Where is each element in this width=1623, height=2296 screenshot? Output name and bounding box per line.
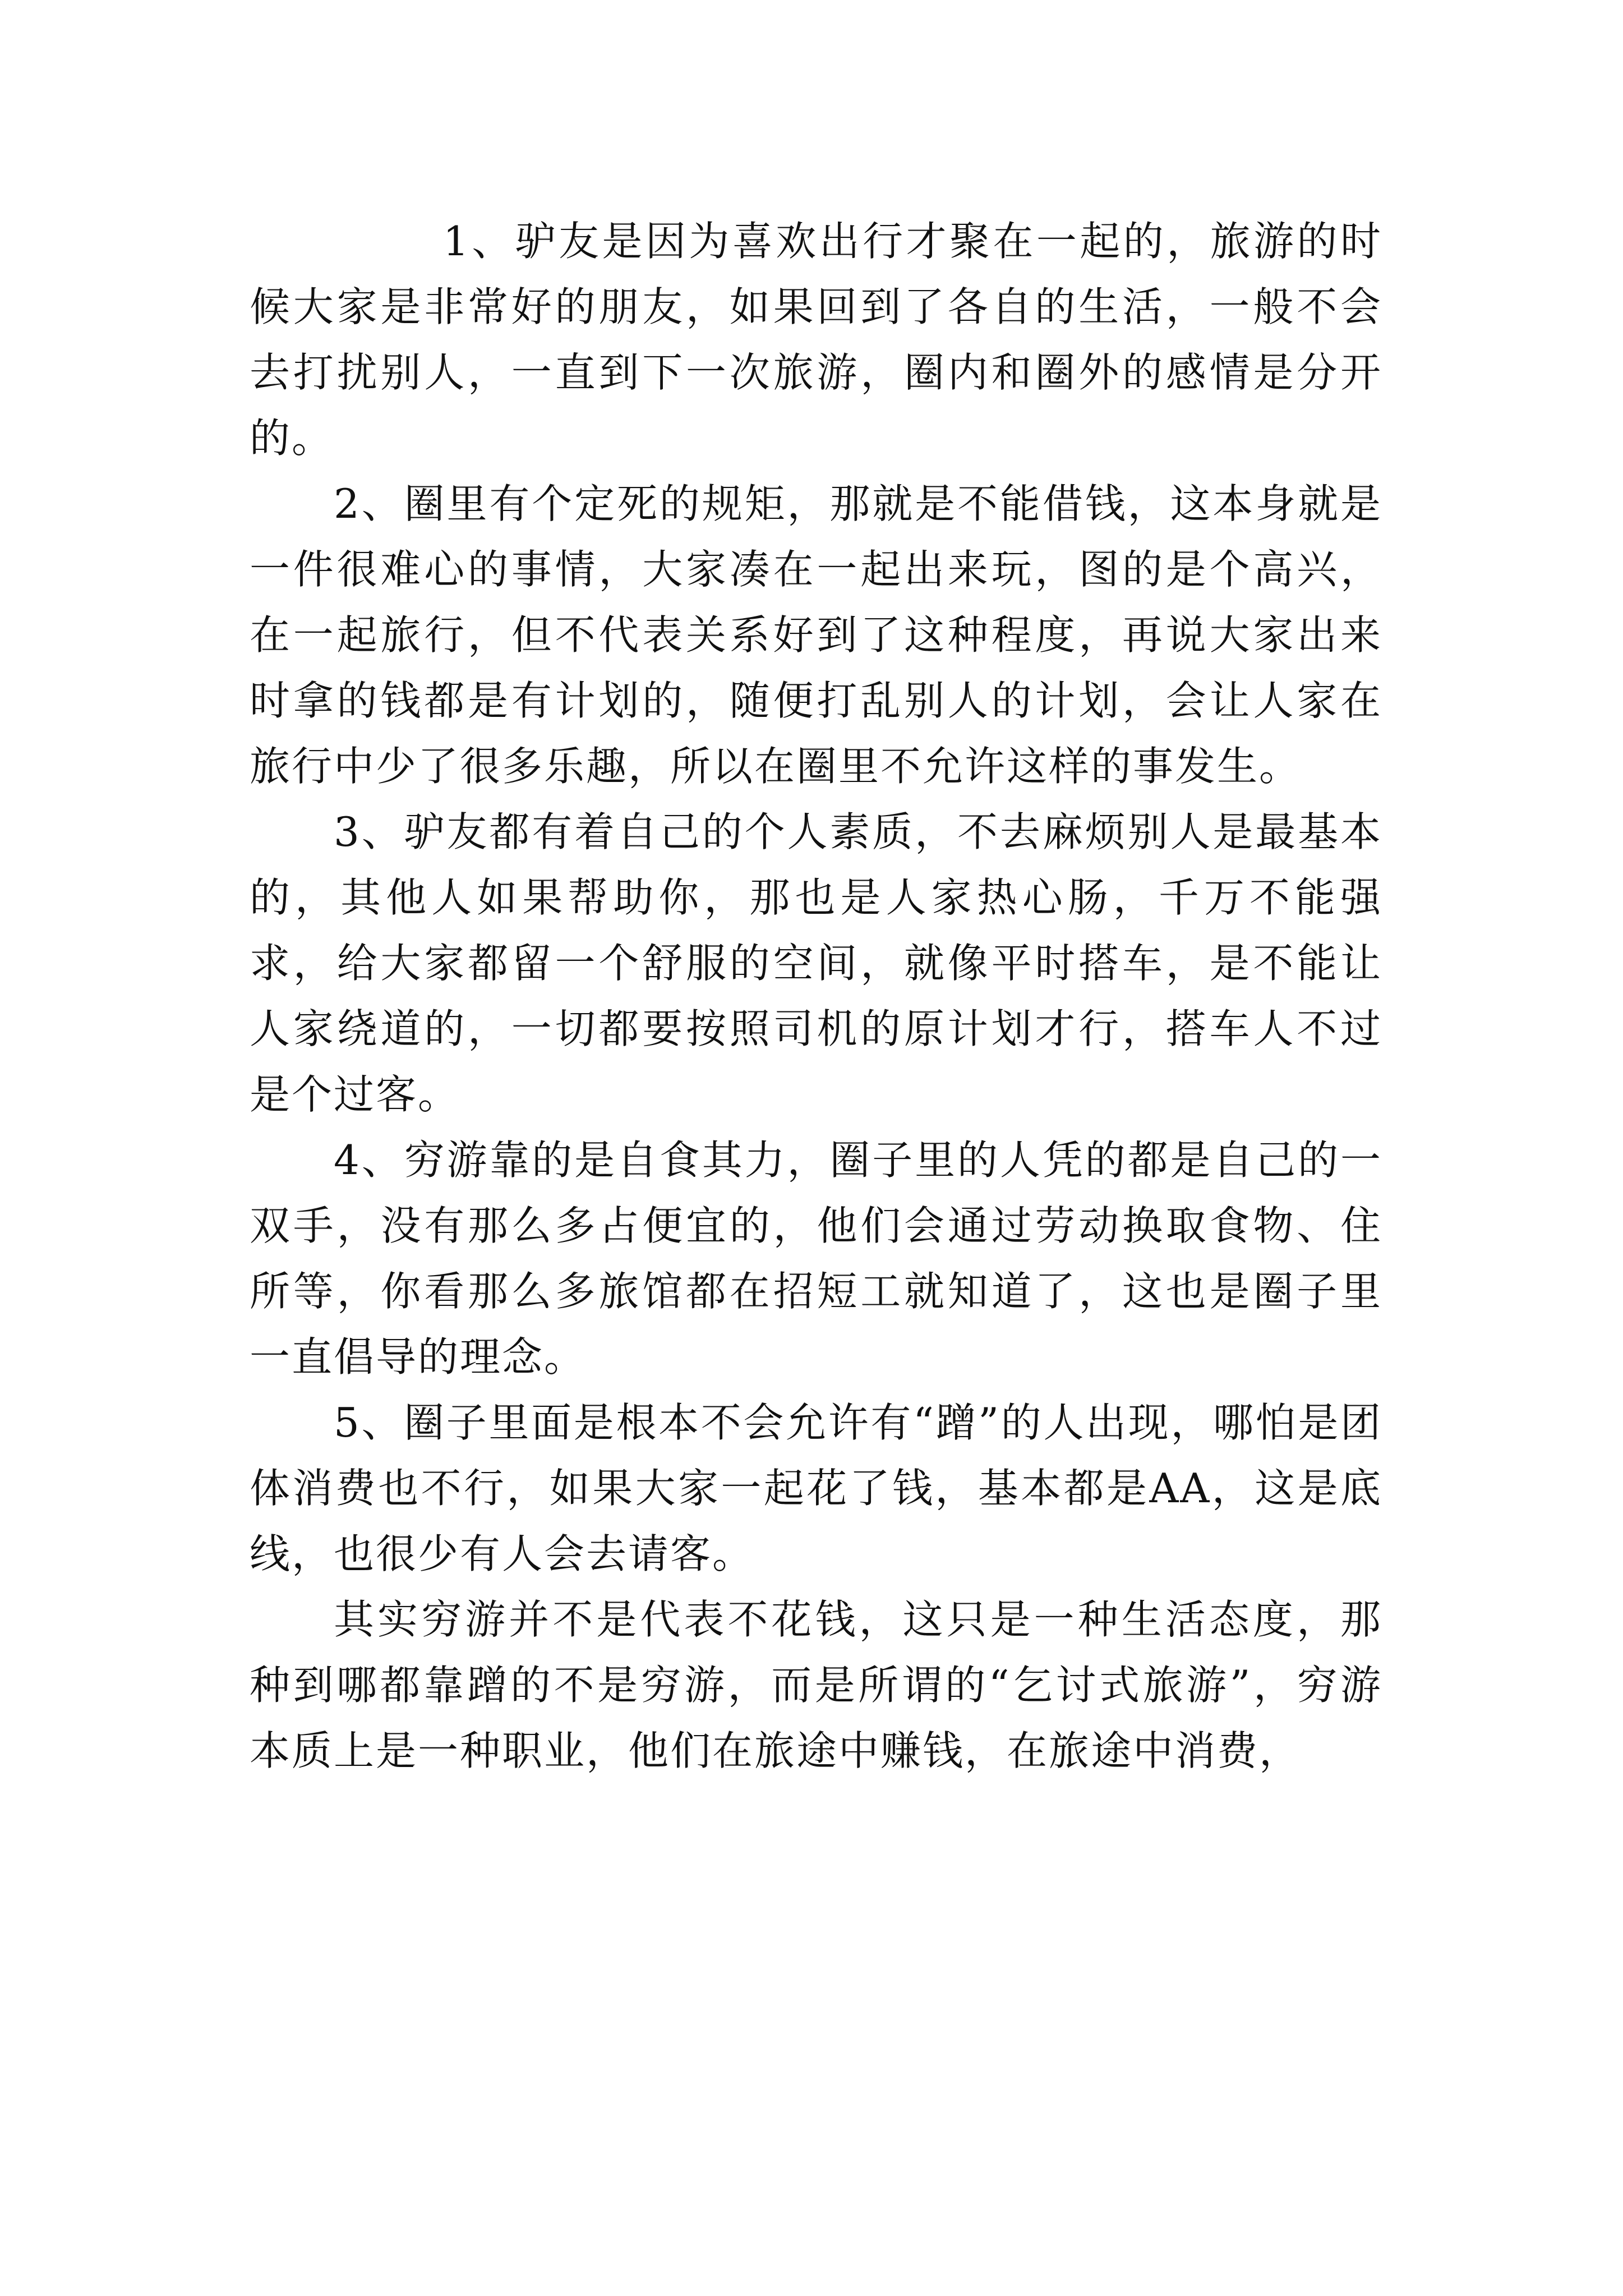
paragraph-2: 2、圈里有个定死的规矩，那就是不能借钱，这本身就是一件很难心的事情，大家凑在一起出来玩，图的是个高兴，在一起旅行，但不代表关系好到了这种程度，再说大家出来时拿的钱都是有计划的，随便打乱别人的计划，会让人家在旅行中少了很多乐趣，所以在圈里不允许这样的事发生。 — [250, 480, 1382, 790]
paragraph-3: 3、驴友都有着自己的个人素质，不去麻烦别人是最基本的，其他人如果帮助你，那也是人家热心肠，千万不能强求，给大家都留一个舒服的空间，就像平时搭车，是不能让人家绕道的，一切都要按照司机的原计划才行，搭车人不过是个过客。 — [250, 808, 1382, 1118]
document-body — [250, 209, 1382, 1784]
paragraph-4: 4、穷游靠的是自食其力，圈子里的人凭的都是自己的一双手，没有那么多占便宜的，他们会通过劳动换取食物、住所等，你看那么多旅馆都在招短工就知道了，这也是圈子里一直倡导的理念。 — [250, 1137, 1382, 1381]
paragraph-1: 1、驴友是因为喜欢出行才聚在一起的，旅游的时候大家是非常好的朋友，如果回到了各自的生活，一般不会去打扰别人，一直到下一次旅游，圈内和圈外的感情是分开的。 — [250, 218, 1382, 462]
paragraph-5: 5、圈子里面是根本不会允许有“蹭”的人出现，哪怕是团体消费也不行，如果大家一起花了钱，基本都是AA，这是底线，也很少有人会去请客。 — [250, 1399, 1382, 1577]
paragraph-6: 其实穷游并不是代表不花钱，这只是一种生活态度，那种到哪都靠蹭的不是穷游，而是所谓的“乞讨式旅游”，穷游本质上是一种职业，他们在旅途中赚钱，在旅途中消费， — [250, 1596, 1382, 1774]
